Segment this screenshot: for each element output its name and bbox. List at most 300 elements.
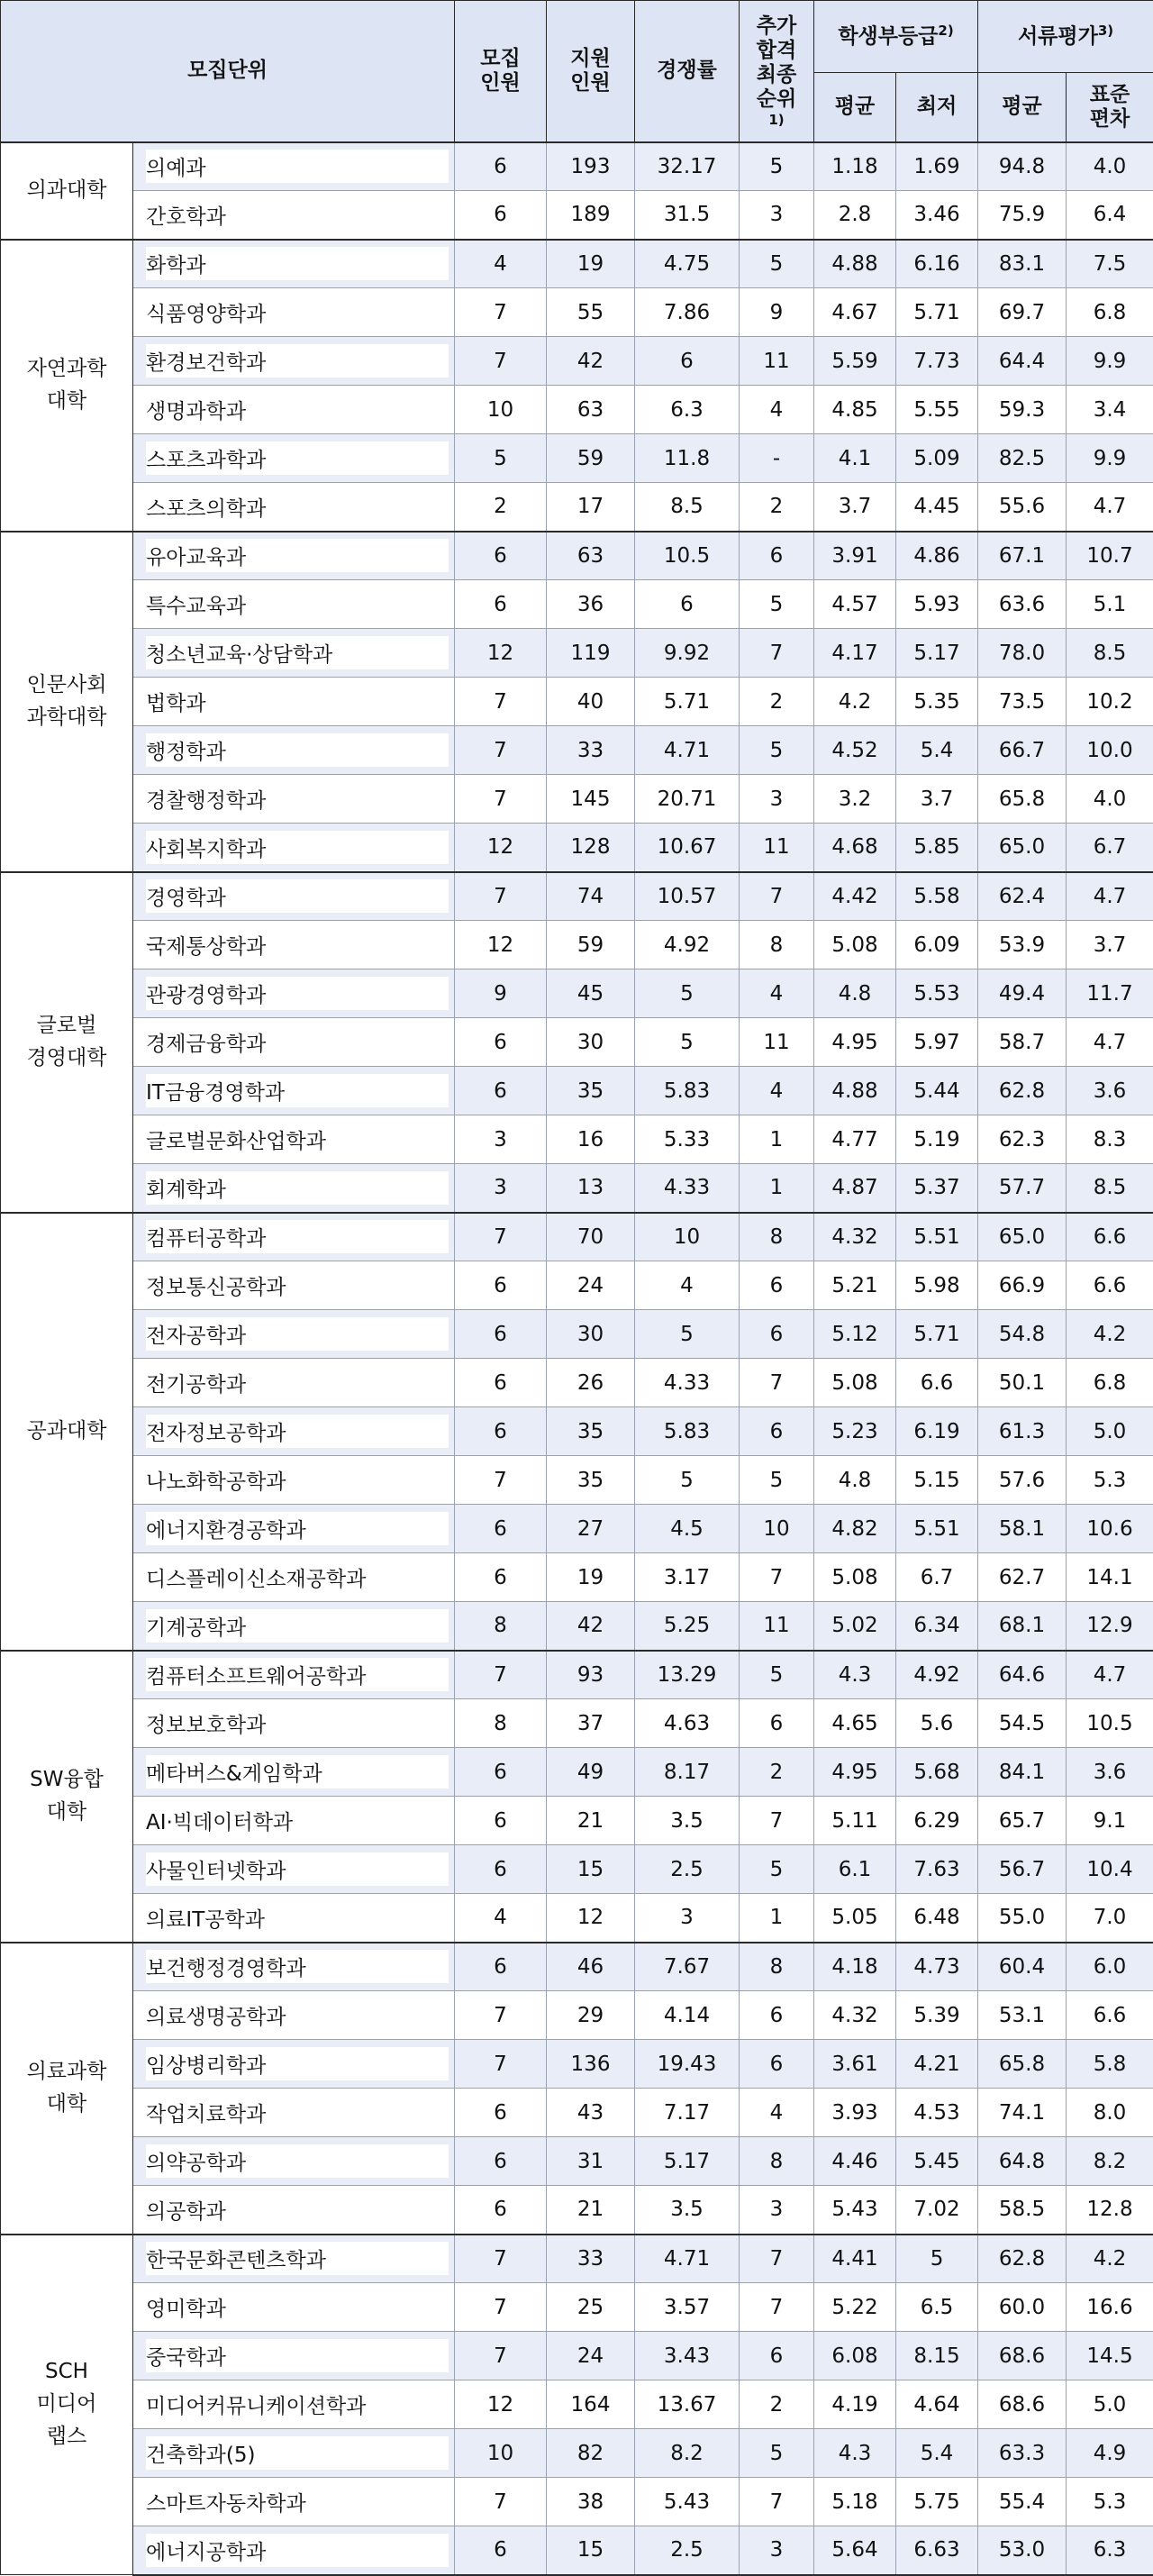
additional-rank: 6 [740, 2040, 814, 2089]
header-student-record-label: 학생부등급 [838, 25, 938, 49]
recruit-count: 3 [455, 1164, 547, 1213]
recruit-count: 4 [455, 1894, 547, 1943]
additional-rank: 3 [740, 191, 814, 240]
major-name: 의예과 [146, 150, 449, 183]
additional-rank: 5 [740, 726, 814, 775]
recruit-count: 7 [455, 2332, 547, 2380]
applicant-count: 119 [547, 629, 635, 678]
doc-stddev: 12.8 [1067, 2186, 1153, 2235]
student-min: 5.6 [896, 1699, 978, 1748]
additional-rank: 8 [740, 921, 814, 969]
header-additional-line4: 순위 [757, 87, 796, 111]
major-name: 기계공학과 [146, 1609, 449, 1643]
student-avg: 5.02 [814, 1602, 896, 1651]
recruit-count: 7 [455, 1213, 547, 1261]
major-cell [133, 288, 455, 337]
doc-stddev: 6.0 [1067, 1943, 1153, 1991]
student-min: 6.7 [896, 1553, 978, 1602]
applicant-count: 37 [547, 1699, 635, 1748]
applicant-count: 24 [547, 2332, 635, 2380]
doc-stddev: 12.9 [1067, 1602, 1153, 1651]
recruit-count: 6 [455, 191, 547, 240]
doc-stddev: 4.7 [1067, 872, 1153, 921]
major-cell [133, 1943, 455, 1991]
competition-rate: 10.5 [635, 532, 740, 580]
major-name: 유아교육과 [146, 539, 449, 572]
additional-rank: 6 [740, 1261, 814, 1310]
additional-rank: 11 [740, 1018, 814, 1067]
doc-avg: 74.1 [978, 2089, 1067, 2137]
doc-stddev: 4.7 [1067, 1651, 1153, 1699]
student-avg: 5.11 [814, 1797, 896, 1845]
college-name-line: SW융합 [30, 1768, 104, 1791]
competition-rate: 5.25 [635, 1602, 740, 1651]
table-row [1, 434, 1153, 483]
college-name [1, 240, 133, 532]
student-min: 6.29 [896, 1797, 978, 1845]
table-row [1, 2478, 1153, 2526]
student-avg: 4.3 [814, 1651, 896, 1699]
student-min: 5.19 [896, 1115, 978, 1164]
major-name: 법학과 [146, 685, 212, 718]
header-additional [740, 1, 814, 142]
applicant-count: 136 [547, 2040, 635, 2089]
table-row [1, 629, 1153, 678]
recruit-count: 7 [455, 678, 547, 726]
major-name: 영미학과 [146, 2290, 232, 2324]
applicant-count: 16 [547, 1115, 635, 1164]
major-name: 행정학과 [146, 733, 449, 767]
student-min: 5.53 [896, 969, 978, 1018]
competition-rate: 31.5 [635, 191, 740, 240]
major-cell [133, 726, 455, 775]
competition-rate: 5.33 [635, 1115, 740, 1164]
major-cell [133, 2186, 455, 2235]
recruit-count: 12 [455, 2380, 547, 2429]
recruit-count: 9 [455, 969, 547, 1018]
doc-avg: 55.4 [978, 2478, 1067, 2526]
student-avg: 3.93 [814, 2089, 896, 2137]
additional-rank: 5 [740, 142, 814, 191]
doc-avg: 65.0 [978, 1213, 1067, 1261]
major-cell [133, 532, 455, 580]
doc-stddev: 10.0 [1067, 726, 1153, 775]
major-cell [133, 1261, 455, 1310]
doc-avg: 62.8 [978, 1067, 1067, 1115]
student-min: 6.5 [896, 2283, 978, 2332]
student-min: 5.4 [896, 2429, 978, 2478]
college-name [1, 1213, 133, 1651]
competition-rate: 4.71 [635, 2235, 740, 2283]
additional-rank: 6 [740, 2332, 814, 2380]
major-name: 글로벌문화산업학과 [146, 1123, 331, 1156]
doc-avg: 59.3 [978, 386, 1067, 434]
competition-rate: 3.17 [635, 1553, 740, 1602]
additional-rank: 7 [740, 1553, 814, 1602]
student-avg: 4.41 [814, 2235, 896, 2283]
additional-rank: 4 [740, 386, 814, 434]
competition-rate: 20.71 [635, 775, 740, 824]
applicant-count: 21 [547, 2186, 635, 2235]
applicant-count: 43 [547, 2089, 635, 2137]
doc-stddev: 4.9 [1067, 2429, 1153, 2478]
major-cell [133, 678, 455, 726]
doc-stddev: 3.7 [1067, 921, 1153, 969]
student-min: 4.86 [896, 532, 978, 580]
major-name: 국제통상학과 [146, 928, 271, 961]
student-avg: 6.08 [814, 2332, 896, 2380]
table-row [1, 2235, 1153, 2283]
student-min: 5.98 [896, 1261, 978, 1310]
student-avg: 5.22 [814, 2283, 896, 2332]
additional-rank: 1 [740, 1894, 814, 1943]
doc-stddev: 11.7 [1067, 969, 1153, 1018]
doc-stddev: 3.6 [1067, 1748, 1153, 1797]
recruit-count: 6 [455, 2526, 547, 2575]
student-avg: 4.8 [814, 969, 896, 1018]
competition-rate: 3.43 [635, 2332, 740, 2380]
additional-rank: 2 [740, 2380, 814, 2429]
competition-rate: 13.29 [635, 1651, 740, 1699]
doc-avg: 62.4 [978, 872, 1067, 921]
student-avg: 3.91 [814, 532, 896, 580]
applicant-count: 15 [547, 1845, 635, 1894]
doc-stddev: 4.2 [1067, 2235, 1153, 2283]
doc-avg: 63.3 [978, 2429, 1067, 2478]
table-row [1, 483, 1153, 532]
applicant-count: 193 [547, 142, 635, 191]
doc-stddev: 10.7 [1067, 532, 1153, 580]
recruit-count: 4 [455, 240, 547, 288]
student-avg: 5.64 [814, 2526, 896, 2575]
header-student-record [814, 1, 978, 73]
applicant-count: 70 [547, 1213, 635, 1261]
additional-rank: 4 [740, 969, 814, 1018]
recruit-count: 6 [455, 1261, 547, 1310]
doc-stddev: 14.5 [1067, 2332, 1153, 2380]
applicant-count: 189 [547, 191, 635, 240]
college-name-line: 미디어 [37, 2392, 97, 2416]
applicant-count: 24 [547, 1261, 635, 1310]
additional-rank: 1 [740, 1164, 814, 1213]
additional-rank: 7 [740, 2235, 814, 2283]
table-row [1, 2526, 1153, 2575]
competition-rate: 2.5 [635, 1845, 740, 1894]
student-min: 5.75 [896, 2478, 978, 2526]
major-cell [133, 1359, 455, 1407]
major-cell [133, 580, 455, 629]
college-name-line: 의과대학 [27, 178, 107, 202]
doc-stddev: 10.4 [1067, 1845, 1153, 1894]
major-cell [133, 2380, 455, 2429]
student-avg: 4.95 [814, 1018, 896, 1067]
student-avg: 5.21 [814, 1261, 896, 1310]
table-row [1, 288, 1153, 337]
doc-stddev: 5.8 [1067, 2040, 1153, 2089]
student-min: 6.34 [896, 1602, 978, 1651]
table-row [1, 1407, 1153, 1456]
applicant-count: 38 [547, 2478, 635, 2526]
doc-stddev: 6.6 [1067, 1991, 1153, 2040]
competition-rate: 6.3 [635, 386, 740, 434]
college-name-line: 공과대학 [27, 1419, 107, 1443]
major-name: 임상병리학과 [146, 2047, 449, 2080]
student-min: 7.63 [896, 1845, 978, 1894]
additional-rank: - [740, 434, 814, 483]
doc-avg: 57.7 [978, 1164, 1067, 1213]
major-name: 중국학과 [146, 2339, 449, 2372]
table-row [1, 872, 1153, 921]
doc-avg: 58.1 [978, 1505, 1067, 1553]
competition-rate: 5.83 [635, 1407, 740, 1456]
college-name [1, 532, 133, 872]
student-avg: 4.3 [814, 2429, 896, 2478]
student-avg: 4.42 [814, 872, 896, 921]
recruit-count: 7 [455, 2283, 547, 2332]
major-name: 나노화학공학과 [146, 1463, 292, 1497]
major-name: 정보통신공학과 [146, 1269, 292, 1302]
recruit-count: 6 [455, 1407, 547, 1456]
student-avg: 5.59 [814, 337, 896, 386]
student-avg: 3.61 [814, 2040, 896, 2089]
college-name [1, 1651, 133, 1943]
major-cell [133, 2235, 455, 2283]
table-row [1, 1553, 1153, 1602]
header-competition: 경쟁률 [635, 1, 740, 142]
doc-avg: 58.7 [978, 1018, 1067, 1067]
table-row [1, 775, 1153, 824]
student-avg: 4.32 [814, 1213, 896, 1261]
additional-rank: 1 [740, 1115, 814, 1164]
doc-avg: 84.1 [978, 1748, 1067, 1797]
table-row [1, 726, 1153, 775]
doc-avg: 68.6 [978, 2380, 1067, 2429]
student-avg: 5.23 [814, 1407, 896, 1456]
student-avg: 4.88 [814, 240, 896, 288]
student-min: 5.15 [896, 1456, 978, 1505]
table-row [1, 1067, 1153, 1115]
student-min: 5.71 [896, 1310, 978, 1359]
competition-rate: 7.86 [635, 288, 740, 337]
doc-avg: 64.6 [978, 1651, 1067, 1699]
recruit-count: 6 [455, 532, 547, 580]
applicant-count: 31 [547, 2137, 635, 2186]
competition-rate: 10 [635, 1213, 740, 1261]
recruit-count: 6 [455, 142, 547, 191]
header-document-eval [978, 1, 1153, 73]
recruit-count: 12 [455, 921, 547, 969]
major-name: IT금융경영학과 [146, 1074, 449, 1107]
applicant-count: 35 [547, 1067, 635, 1115]
doc-avg: 53.0 [978, 2526, 1067, 2575]
table-row [1, 1115, 1153, 1164]
recruit-count: 7 [455, 2235, 547, 2283]
additional-rank: 3 [740, 2186, 814, 2235]
additional-rank: 5 [740, 1651, 814, 1699]
header-apply [547, 1, 635, 142]
doc-avg: 57.6 [978, 1456, 1067, 1505]
competition-rate: 13.67 [635, 2380, 740, 2429]
additional-rank: 5 [740, 240, 814, 288]
applicant-count: 46 [547, 1943, 635, 1991]
doc-avg: 67.1 [978, 532, 1067, 580]
major-cell [133, 1699, 455, 1748]
table-body [1, 142, 1153, 2575]
student-min: 5.97 [896, 1018, 978, 1067]
student-avg: 4.57 [814, 580, 896, 629]
student-avg: 4.87 [814, 1164, 896, 1213]
header-stddev-line2: 편차 [1090, 107, 1130, 131]
competition-rate: 4 [635, 1261, 740, 1310]
table-header [1, 1, 1153, 142]
student-avg: 5.08 [814, 1359, 896, 1407]
doc-stddev: 8.3 [1067, 1115, 1153, 1164]
applicant-count: 27 [547, 1505, 635, 1553]
major-cell [133, 2332, 455, 2380]
major-name: 에너지공학과 [146, 2534, 449, 2567]
applicant-count: 12 [547, 1894, 635, 1943]
competition-rate: 6 [635, 337, 740, 386]
major-name: 메타버스&게임학과 [146, 1755, 449, 1789]
doc-avg: 75.9 [978, 191, 1067, 240]
college-name-line: 대학 [47, 1800, 86, 1824]
applicant-count: 63 [547, 532, 635, 580]
competition-rate: 32.17 [635, 142, 740, 191]
recruit-count: 6 [455, 2186, 547, 2235]
major-name: 청소년교육·상담학과 [146, 636, 449, 669]
additional-rank: 6 [740, 1699, 814, 1748]
table-row [1, 1894, 1153, 1943]
major-cell [133, 2478, 455, 2526]
major-name: 전자정보공학과 [146, 1415, 449, 1448]
student-min: 6.63 [896, 2526, 978, 2575]
student-avg: 2.8 [814, 191, 896, 240]
major-name: 생명과학과 [146, 393, 251, 426]
major-name: 스포츠과학과 [146, 441, 449, 475]
major-cell [133, 1845, 455, 1894]
student-avg: 4.68 [814, 824, 896, 872]
major-name: 환경보건학과 [146, 344, 449, 378]
header-stddev-line1: 표준 [1090, 83, 1130, 106]
doc-stddev: 4.0 [1067, 775, 1153, 824]
header-student-record-note: 2) [938, 23, 953, 39]
student-min: 5.51 [896, 1505, 978, 1553]
competition-rate: 4.33 [635, 1164, 740, 1213]
college-name-line: 랩스 [47, 2425, 86, 2448]
applicant-count: 33 [547, 726, 635, 775]
doc-avg: 62.8 [978, 2235, 1067, 2283]
student-min: 5.71 [896, 288, 978, 337]
applicant-count: 30 [547, 1018, 635, 1067]
student-min: 4.53 [896, 2089, 978, 2137]
major-cell [133, 1505, 455, 1553]
major-name: 컴퓨터소프트웨어공학과 [146, 1658, 449, 1691]
table-row [1, 1310, 1153, 1359]
doc-stddev: 14.1 [1067, 1553, 1153, 1602]
major-cell [133, 1651, 455, 1699]
student-min: 4.64 [896, 2380, 978, 2429]
table-row [1, 2089, 1153, 2137]
recruit-count: 6 [455, 1748, 547, 1797]
doc-stddev: 7.0 [1067, 1894, 1153, 1943]
student-min: 6.6 [896, 1359, 978, 1407]
college-name [1, 2235, 133, 2575]
competition-rate: 4.75 [635, 240, 740, 288]
competition-rate: 8.2 [635, 2429, 740, 2478]
major-name: 의공학과 [146, 2193, 232, 2226]
student-min: 5.4 [896, 726, 978, 775]
doc-avg: 65.8 [978, 775, 1067, 824]
major-cell [133, 872, 455, 921]
doc-avg: 66.9 [978, 1261, 1067, 1310]
student-min: 6.19 [896, 1407, 978, 1456]
applicant-count: 42 [547, 337, 635, 386]
additional-rank: 3 [740, 775, 814, 824]
doc-avg: 55.6 [978, 483, 1067, 532]
doc-avg: 60.4 [978, 1943, 1067, 1991]
student-min: 5.85 [896, 824, 978, 872]
additional-rank: 3 [740, 2526, 814, 2575]
doc-avg: 61.3 [978, 1407, 1067, 1456]
college-name-line: 의료과학 [27, 2060, 107, 2083]
doc-avg: 66.7 [978, 726, 1067, 775]
additional-rank: 7 [740, 2478, 814, 2526]
header-additional-line2: 합격 [757, 39, 796, 62]
recruit-count: 7 [455, 1651, 547, 1699]
table-row [1, 1748, 1153, 1797]
doc-avg: 68.6 [978, 2332, 1067, 2380]
college-name [1, 1943, 133, 2235]
competition-rate: 5 [635, 969, 740, 1018]
student-min: 5.58 [896, 872, 978, 921]
recruit-count: 6 [455, 1359, 547, 1407]
table-row [1, 1018, 1153, 1067]
header-apply-line1: 지원 [570, 47, 610, 70]
additional-rank: 5 [740, 580, 814, 629]
doc-avg: 49.4 [978, 969, 1067, 1018]
major-cell [133, 629, 455, 678]
recruit-count: 7 [455, 726, 547, 775]
major-cell [133, 434, 455, 483]
student-min: 8.15 [896, 2332, 978, 2380]
competition-rate: 8.17 [635, 1748, 740, 1797]
competition-rate: 3.5 [635, 1797, 740, 1845]
major-name: 의료생명공학과 [146, 1998, 292, 2032]
college-name-line: 대학 [47, 389, 86, 413]
recruit-count: 7 [455, 1456, 547, 1505]
college-name-line: 대학 [47, 2092, 86, 2116]
student-avg: 4.8 [814, 1456, 896, 1505]
doc-stddev: 5.3 [1067, 1456, 1153, 1505]
doc-stddev: 6.6 [1067, 1213, 1153, 1261]
student-avg: 5.05 [814, 1894, 896, 1943]
student-avg: 5.08 [814, 921, 896, 969]
major-name: 화학과 [146, 247, 449, 280]
major-name: 경영학과 [146, 879, 449, 913]
major-cell [133, 1164, 455, 1213]
doc-stddev: 6.6 [1067, 1261, 1153, 1310]
college-name-line: 경영대학 [27, 1046, 107, 1070]
doc-stddev: 4.2 [1067, 1310, 1153, 1359]
student-avg: 5.08 [814, 1553, 896, 1602]
additional-rank: 2 [740, 678, 814, 726]
major-cell [133, 1018, 455, 1067]
student-avg: 4.88 [814, 1067, 896, 1115]
student-min: 3.7 [896, 775, 978, 824]
major-cell [133, 921, 455, 969]
student-min: 4.73 [896, 1943, 978, 1991]
additional-rank: 5 [740, 1845, 814, 1894]
